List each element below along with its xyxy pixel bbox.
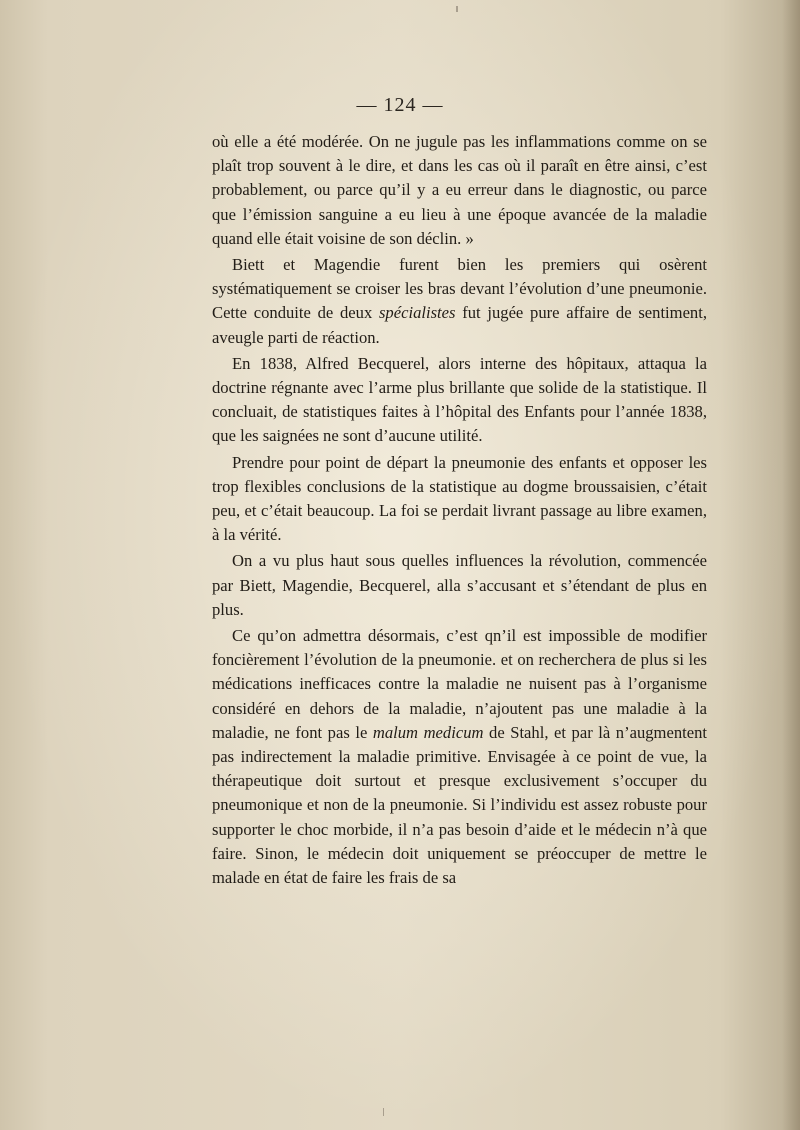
body-text (212, 130, 707, 890)
paragraph (212, 253, 707, 350)
paragraph (212, 352, 707, 449)
text-run: Ce qu’on admettra désormais, c’est qn’il est impossible de modifier foncièrement l’évolution de la pneumonie. et on recherchera de plus si les médications inefficaces contre la maladie ne nuisent pas à l’organisme considéré en dehors de la maladie, n’ajoutent pas une maladie à la maladie, ne font pas le (212, 626, 707, 742)
page-number: — 124 — (356, 94, 444, 116)
text-run: Biett et Magendie furent bien les premiers qui osèrent systématiquement se croiser les bras devant l’évolution d’une pneumonie. Cette conduite de deux (212, 255, 707, 323)
paragraph (212, 549, 707, 622)
paragraph (212, 451, 707, 548)
text-run: Prendre pour point de départ la pneumonie des enfants et opposer les trop flexibles conclusions de la statistique au dogme broussaisien, c’était peu, et c’était beaucoup. La foi se perdait livrant passage au libre examen, à la vérité. (212, 452, 707, 545)
italic-term: spécialistes (378, 303, 456, 323)
paper-speck (456, 6, 458, 12)
text-run: On a vu plus haut sous quelles influences la révolution, commencée par Biett, Magendie, Becquerel, alla s’accusant et s’étendant de plus en plus. (212, 551, 707, 619)
paper-speck (383, 1108, 384, 1116)
text-run: où elle a été modérée. On ne jugule pas les inflammations comme on se plaît trop souvent à le dire, et dans les cas où il paraît en être ainsi, c’est probablement, ou parce qu’il y a eu erreur dans le diagnostic, ou parce que l’émission sanguine a eu lieu à une époque avancée de la maladie quand elle était voisine de son déclin. » (212, 132, 707, 248)
text-run: En 1838, Alfred Becquerel, alors interne des hôpitaux, attaqua la doctrine régnante avec l’arme plus brillante que solide de la statistique. Il concluait, de statistiques faites à l’hôpital des Enfants pour l’année 1838, que les saignées ne sont d’aucune utilité. (212, 353, 707, 446)
italic-term: malum medicum (372, 722, 484, 742)
text-run: fut jugée pure affaire de sentiment, aveugle parti de réaction. (212, 303, 707, 347)
text-run: de Stahl, et par là n’augmentent pas indirectement la maladie primitive. Envisagée à ce point de vue, la thérapeutique doit surtout et presque exclusivement s’occuper du pneumonique et non de la pneumonie. Si l’individu est assez robuste pour supporter le choc morbide, il n’a pas besoin d’aide et le médecin n’à que faire. Sinon, le médecin doit uniquement se préoccuper de mettre le malade en état de faire les frais de sa (212, 722, 708, 888)
paragraph (212, 624, 707, 890)
page-edge-shadow (782, 0, 800, 1130)
paragraph (212, 130, 707, 251)
